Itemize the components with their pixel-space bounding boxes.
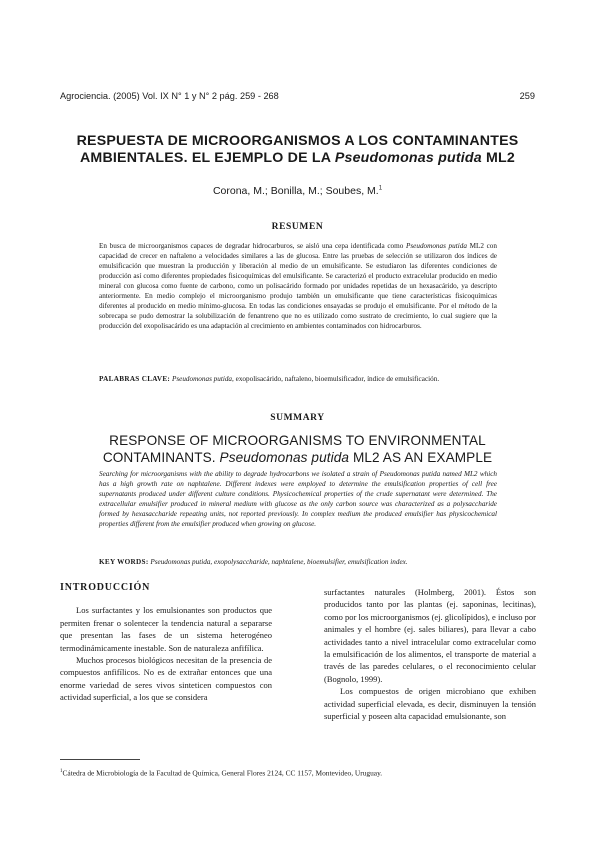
resumen-text-part-1: En busca de microorganismos capaces de degradar hidrocarburos, se aisló una cepa identificada como	[99, 242, 406, 250]
english-title-line-2-prefix: CONTAMINANTS.	[102, 450, 220, 465]
key-words	[99, 557, 497, 567]
article-title	[60, 133, 535, 167]
summary-text	[99, 469, 497, 529]
title-organism: Pseudomonas putida	[334, 150, 482, 166]
english-title-line-2-suffix: ML2 AS AN EXAMPLE	[349, 450, 493, 465]
title-line-2	[60, 150, 535, 167]
palabras-clave-organism: Pseudomonas putida	[171, 375, 233, 383]
journal-citation: Agrociencia. (2005) Vol. IX N° 1 y N° 2 pág. 259 - 268	[60, 91, 279, 101]
author-names: Corona, M.; Bonilla, M.; Soubes, M.	[212, 185, 379, 197]
footnote-divider	[60, 759, 140, 760]
title-line-1: RESPUESTA DE MICROORGANISMOS A LOS CONTAMINANTES	[76, 133, 519, 149]
column-left	[60, 582, 272, 704]
running-head	[60, 91, 535, 105]
author-footnote-mark: 1	[378, 185, 383, 192]
key-words-label: KEY WORDS:	[99, 558, 149, 566]
summary-text-part-2: named ML2 which has a high growth rate on naphtalene. Different indexes were employed to determine the emulsification properties of cell free supernatants produced under different culture conditions. Physicochemical properties of the crude supernatant were determined. The extracellular emulsifier produced in mineral medium with glucose as the only carbon source was characterized as a polysaccharide formed by hexasaccharide repeating units, not reported previously. In complex medium the produced emulsifier has physicochemical properties different from the emulsifier produced when growing on glucose.	[99, 470, 497, 528]
footnote-affiliation: Cátedra de Microbiología de la Facultad de Química, General Flores 2124, CC 1157, Montevideo, Uruguay.	[62, 768, 383, 778]
english-title	[60, 432, 535, 466]
english-title-line-2	[60, 449, 535, 466]
intro-paragraph-4: Los compuestos de origen microbiano que exhiben actividad superficial elevada, es decir, disminuyen la tensión superficial y poseen alta capacidad emulsionante, son	[324, 686, 536, 722]
palabras-clave-list: , exopolisacárido, naftaleno, bioemulsificador, índice de emulsificación.	[232, 375, 440, 383]
summary-heading: SUMMARY	[270, 413, 325, 423]
palabras-clave-label: PALABRAS CLAVE:	[99, 375, 171, 383]
key-words-organism: Pseudomonas putida	[150, 558, 211, 566]
page-number: 259	[519, 91, 535, 101]
resumen-text-part-2: ML2 con capacidad de crecer en naftaleno a velocidades similares a las de glucosa. Entre las pruebas de selección se utilizaron dos índices de emulsificación que muestran la producción y liberación al medio de un emulsificante. Se estudiaron las diferentes condiciones de producción así como diferentes propiedades fisicoquímicas del emulsificante. Se caracterizó el producto extracelular producido en medio mineral con glucosa como fuente de carbono, como un polisacárido formado por unidades repetidas de un hexasacárido, ya descripto anteriormente. En medio complejo el microorganismo produjo también un emulsificante que tiene características fisicoquímicas diferentes al producido en medio mínimo-glucosa. En todas las condiciones ensayadas se produjo el emulsificante. Por el método de la sobrecapa se pudo demostrar la solubilización de fenantreno que no es utilizado como sustrato de crecimiento, lo cual sugiere que la producción del exopolisacárido es una adaptación al crecimiento en ambientes contaminados con hidrocarburos.	[99, 242, 497, 330]
resumen-text	[99, 241, 497, 331]
resumen-heading: RESUMEN	[271, 222, 324, 232]
intro-paragraph-3: surfactantes naturales (Holmberg, 2001). Éstos son producidos tanto por las plantas (ej. saponinas, lecitinas), como por los microorganismos (ej. glicolípidos), e incluso por animales y el hombre (ej. sales biliares), para llevar a cabo actividades tanto a nivel intracelular como extracelular como la emulsificación de los alimentos, el transporte de material a través de las paredes celulares, o el reconocimiento celular (Bognolo, 1999).	[324, 587, 536, 684]
key-words-list: , exopolysaccharide, naphtalene, bioemulsifier, emulsification index.	[210, 558, 408, 566]
authors	[60, 185, 535, 197]
resumen-organism: Pseudomonas putida	[405, 242, 467, 250]
summary-text-part-1: Searching for microorganisms with the ability to degrade hydrocarbons we isolated a strain of	[99, 470, 380, 478]
intro-paragraph-2: Muchos procesos biológicos necesitan de la presencia de compuestos anfifílicos. No es de extrañar entonces que una enorme variedad de seres vivos sinteticen compuestos con actividad superficial, a los que se considera	[60, 655, 272, 703]
column-right	[324, 586, 536, 722]
summary-organism: Pseudomonas putida	[379, 470, 441, 478]
english-title-organism: Pseudomonas putida	[219, 450, 350, 465]
title-line-2-prefix: AMBIENTALES. EL EJEMPLO DE LA	[79, 150, 335, 166]
introduccion-heading: INTRODUCCIÓN	[60, 582, 151, 593]
footnote	[60, 767, 535, 778]
palabras-clave	[99, 374, 497, 384]
footnote-mark: 1	[60, 769, 63, 774]
title-line-2-suffix: ML2	[481, 150, 516, 166]
intro-paragraph-1: Los surfactantes y los emulsionantes son productos que permiten frenar o solentecer la tendencia natural a separarse que presentan las fases de un sistema heterogéneo termodinámicamente inestable. Son de naturaleza anfifílica.	[60, 605, 272, 653]
english-title-line-1: RESPONSE OF MICROORGANISMS TO ENVIRONMENTAL	[109, 433, 486, 448]
